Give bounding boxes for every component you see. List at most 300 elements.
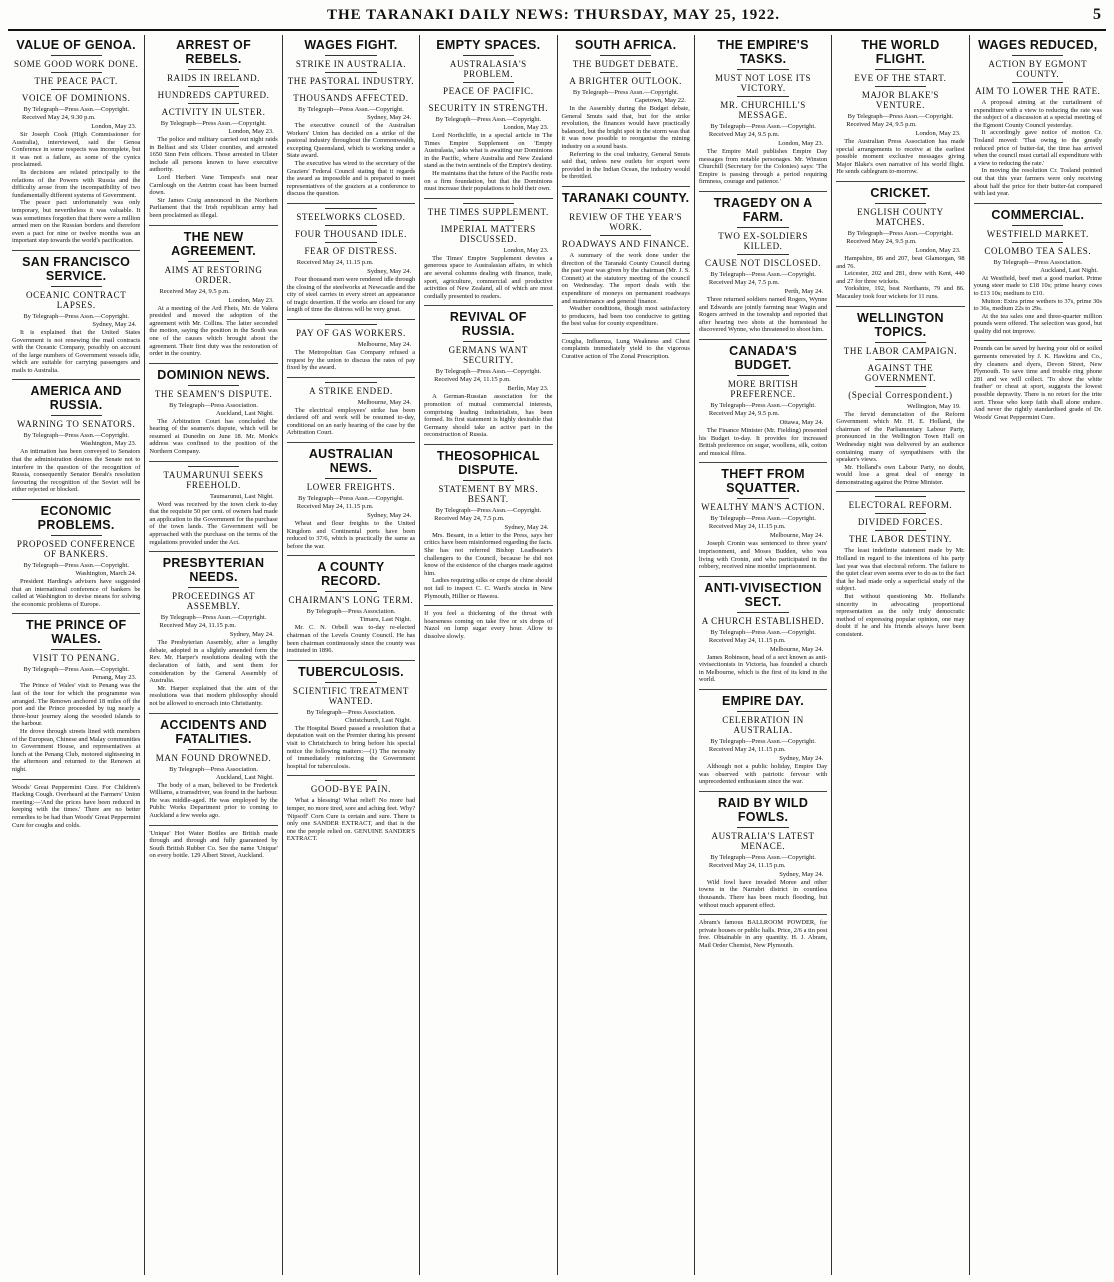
telegraph-credit: By Telegraph—Press Assn.—Copyright. <box>435 368 542 376</box>
article-body <box>836 138 964 176</box>
received-time: Received May 24, 9.5 p.m. <box>846 121 917 128</box>
subhead-rule <box>463 99 514 100</box>
article-subhead: AUSTRALIA'S LATEST MENACE. <box>711 830 815 851</box>
article-paragraph: Mutton: Extra prime wethers to 37s, prime 30s to 36s, medium 22s to 29s. <box>973 297 1102 313</box>
article-paragraph: Sir Joseph Cook (High Commissioner for Australia), interviewed, said the Genoa Conference in some respects was incomplete, but it was not a failure, as some of the cynics proclaimed. <box>12 131 141 169</box>
article-body <box>699 148 827 186</box>
article-headline: WELLINGTON TOPICS. <box>857 310 944 339</box>
subhead-rule <box>1012 242 1063 243</box>
article-headline: THE EMPIRE'S TASKS. <box>717 38 809 66</box>
article-subhead: PEACE OF PACIFIC. <box>442 86 534 96</box>
article-body <box>149 136 277 220</box>
article-headline: TRAGEDY ON A FARM. <box>713 195 813 224</box>
telegraph-credit: By Telegraph—Press Assn.—Copyright. <box>160 614 267 622</box>
article-subhead: TWO EX-SOLDIERS KILLED. <box>718 230 808 251</box>
subhead-rule <box>188 103 239 104</box>
article-paragraph: Yorkshire, 192, beat Northants, 79 and 86. Macauley took four wickets for 11 runs. <box>836 285 965 300</box>
newspaper-title: THE TARANAKI DAILY NEWS: THURSDAY, MAY 25, 1922. <box>326 7 781 23</box>
page-number: 5 <box>1093 6 1102 23</box>
article-divider <box>836 491 964 492</box>
advertisement: Woods' Great Peppermint Cure. For Children's Hacking Cough. Overheard at the Farmers' Union meeting:—'And the prices have been reduced in keeping with the times.' There are no better remedies to be had than Woods' Great Peppermint Cure for coughs and colds. <box>12 783 141 829</box>
article <box>974 38 1102 198</box>
received-time: Received May 24, 11.15 p.m. <box>708 746 786 754</box>
article-body <box>836 255 964 301</box>
article-body <box>149 639 277 707</box>
article-body <box>699 540 827 570</box>
article <box>12 499 140 608</box>
subhead-rule <box>325 478 376 479</box>
article-body <box>699 296 827 334</box>
telegraph-credit: By Telegraph—Press Assn.—Copyright. <box>710 628 816 636</box>
received-time: Received May 24, 11.15 p.m. <box>708 636 786 644</box>
article-subhead: MAN FOUND DROWNED. <box>155 752 272 763</box>
article-body <box>424 532 552 600</box>
article-divider <box>149 363 277 364</box>
subhead-rule <box>875 496 926 497</box>
advert-divider <box>12 779 140 780</box>
article-subhead: WESTFIELD MARKET. <box>986 228 1089 239</box>
subhead-rule <box>325 780 376 781</box>
column-1 <box>8 35 145 1275</box>
received-time: Received May 24, 9.5 p.m. <box>846 237 917 245</box>
article <box>836 38 964 176</box>
article-headline: TUBERCULOSIS. <box>297 664 404 679</box>
article-headline: A COUNTY RECORD. <box>317 560 385 589</box>
article-divider <box>287 203 415 204</box>
subhead-rule <box>875 86 926 87</box>
article-subhead: THOUSANDS AFFECTED. <box>293 93 409 103</box>
article <box>699 191 827 334</box>
column-4 <box>420 35 557 1275</box>
subhead-rule <box>737 96 788 97</box>
article-divider <box>12 379 140 380</box>
subhead-rule <box>188 385 239 386</box>
article-paragraph: Wheat and flour freights to the United Kingdom and Continental ports have been reduced to 37/6, which is practically the same as before the war. <box>286 520 416 550</box>
article-body <box>699 763 827 786</box>
article-divider <box>562 186 690 187</box>
article-body <box>699 654 827 684</box>
article-body <box>836 411 964 487</box>
article-body <box>287 624 415 654</box>
article-divider <box>424 444 552 445</box>
article <box>974 203 1102 336</box>
telegraph-credit: By Telegraph—Press Assn.—Copyright. <box>710 401 816 409</box>
article-headline: DOMINION NEWS. <box>157 367 270 382</box>
article <box>149 551 277 707</box>
article-headline: AUSTRALIAN NEWS. <box>308 447 394 476</box>
subhead-rule <box>325 682 376 683</box>
subhead-rule <box>1012 225 1063 226</box>
article-divider <box>699 689 827 690</box>
advert-divider <box>974 340 1102 341</box>
article-subhead: COLOMBO TEA SALES. <box>984 245 1092 256</box>
article-subhead: PROCEEDINGS AT ASSEMBLY. <box>171 591 256 612</box>
article-subhead: SCIENTIFIC TREATMENT WANTED. <box>292 685 409 706</box>
article <box>424 198 552 301</box>
subhead-rule <box>188 587 239 588</box>
article <box>287 775 415 843</box>
dateline: Perth, May 24. <box>784 287 824 295</box>
subhead-rule <box>737 227 788 228</box>
article-subhead: WEALTHY MAN'S ACTION. <box>701 502 825 513</box>
article-subhead: THE LABOR DESTINY. <box>848 534 952 545</box>
article-paragraph: The body of a man, believed to be Frederick Williams, a tramsdriver, was found in the harbour. He was middle-aged. He was employed by the Public Works Department prior to coming to Auckland a few weeks ago. <box>149 781 278 819</box>
article <box>699 38 827 186</box>
received-time: Received May 24, 11.15 p.m. <box>708 861 786 869</box>
article <box>699 689 827 786</box>
article-paragraph: He drove through streets lined with members of the European, Chinese and Malay communities to Government House, and representatives at lunch at the Penang Club, motored sightseeing in the afternoon and returned to the Renown at night. <box>12 727 141 773</box>
dateline: Melbourne, May 24. <box>357 398 412 406</box>
subhead-rule <box>737 375 788 376</box>
column-2 <box>145 35 282 1275</box>
article-paragraph: Three returned soldiers named Rogers, Wynne and Edwards are jointly farming near Wagin and Rogers arrived in the township and reported that after hearing two shots at the homestead he discovered Wynne, who threatened to shoot him. <box>698 295 828 334</box>
dateline: Sydney, May 24. <box>367 267 412 275</box>
advert-divider <box>424 605 552 606</box>
article-paragraph: The Empire Mail publishes Empire Day messages from notable personages. Mr. Winston Churchill (Secretary for the Colonies) says: 'The Empire is passing through a period requiring firmness, courage and patience.' <box>698 148 828 186</box>
article-divider <box>149 225 277 226</box>
article-headline: THEFT FROM SQUATTER. <box>721 467 805 496</box>
article-paragraph: He maintains that the future of the Pacific rests on a firm foundation, but that the Dominions must increase their populations to hold their own. <box>424 169 553 193</box>
subhead-rule <box>51 649 102 650</box>
subhead-rule <box>875 359 926 360</box>
article-subhead: CELEBRATION IN AUSTRALIA. <box>722 715 804 736</box>
article-body <box>12 578 140 608</box>
subhead-rule <box>1012 55 1063 56</box>
article-subhead: THE SEAMEN'S DISPUTE. <box>154 388 273 399</box>
article-body <box>836 547 964 638</box>
article <box>149 38 277 220</box>
dateline: London, May 23. <box>503 124 549 131</box>
received-time: Received May 24, 9.5 p.m. <box>708 409 780 417</box>
article-paragraph: The Prince of Wales' visit to Penang was the last of the tour for which the programme was arranged. The Renown anchored 18 miles off the port and the Prince proceeded by tug nearly a three-hour journey along the wooded islands to the harbour. <box>12 682 141 728</box>
telegraph-credit: By Telegraph—Press Assn.—Copyright. <box>23 312 129 320</box>
article-subhead: (Special Correspondent.) <box>848 389 953 400</box>
subhead-rule <box>188 466 239 467</box>
article-body <box>974 99 1102 198</box>
telegraph-credit: By Telegraph—Press Assn.—Copyright. <box>847 229 954 237</box>
dateline: London, May 23. <box>915 246 961 254</box>
article-divider <box>149 461 277 462</box>
article-paragraph: Lord Northcliffe, in a special article in The Times Empire Supplement on 'Empty Australasia,' asks what is awaiting our Dominions in the Pacific, where Australia and New Zealand stand as the twin sentinels of the Empire's destiny. <box>424 132 553 170</box>
article-divider <box>699 791 827 792</box>
article-subhead: SECURITY IN STRENGTH. <box>428 103 549 113</box>
article-paragraph: The executive council of the Australian Workers' Union has decided on a strike of the pastoral industry throughout the Commonwealth, excepting Queensland, which is working under a State award. <box>286 122 416 160</box>
dateline: Wellington, May 19. <box>906 402 961 410</box>
dateline: Melbourne, May 24. <box>769 645 824 653</box>
telegraph-credit: By Telegraph—Press Assn.—Copyright. <box>435 116 542 123</box>
advertisement: 'Unique' Hot Water Bottles are British made through and through and fully guaranteed by South British Rubber Co. See the name 'Unique' on every bottle. 129 Albert Street, Auckland. <box>149 829 278 860</box>
subhead-rule <box>463 480 514 481</box>
article-subhead: ELECTORAL REFORM. <box>848 500 953 511</box>
columns-container <box>8 35 1106 1275</box>
dateline: London, May 23. <box>228 296 274 304</box>
article-subhead: ENGLISH COUNTY MATCHES. <box>857 206 944 227</box>
dateline: Timaru, Last Night. <box>359 616 412 624</box>
subhead-rule <box>463 341 514 342</box>
article-paragraph: A summary of the work done under the direction of the Taranaki County Council during the past year was given by the chairman (Mr. J. S. Connett) at the statutory meeting of the council on Wednesday. The report deals with the expenditure of moneys on permanent roadways and maintenance and general finance. <box>561 251 690 305</box>
article-paragraph: It accordingly gave notice of motion Cr. Tosland moved: 'That owing to the greatly reduced price of butter-fat, the time has arrived when the council must curtail all expenditure with a view to reducing the rate.' <box>973 129 1102 167</box>
subhead-rule <box>875 69 926 70</box>
dateline: London, May 23. <box>915 130 961 137</box>
dateline: Washington, March 24. <box>75 570 137 578</box>
dateline: Penang, May 23. <box>92 674 137 682</box>
subhead-rule <box>600 55 651 56</box>
subhead-rule <box>600 235 651 236</box>
subhead-rule <box>325 208 376 209</box>
subhead-rule <box>325 89 376 90</box>
article-paragraph: At a meeting of the Ard Fheis, Mr. de Valera presided and moved the adoption of the agreement with Mr. Collins. The latter seconded the motion, saying the position in the South was one of the causes which brought about the agreement. Their first duty was the restoration of order in the country. <box>149 304 278 358</box>
article-subhead: MORE BRITISH PREFERENCE. <box>727 378 799 399</box>
article-divider <box>12 499 140 500</box>
dateline: Sydney, May 24. <box>779 755 824 763</box>
article-subhead: FEAR OF DISTRESS. <box>304 245 398 256</box>
article <box>287 38 415 198</box>
subhead-rule <box>51 286 102 287</box>
dateline: Washington, May 23. <box>80 440 137 448</box>
dateline: Auckland, Last Night. <box>215 409 274 417</box>
article-subhead: TAUMARUNUI SEEKS FREEHOLD. <box>163 469 264 490</box>
subhead-rule <box>875 513 926 514</box>
article-divider <box>424 198 552 199</box>
article-subhead: GOOD-BYE PAIN. <box>310 784 391 795</box>
subhead-rule <box>51 535 102 536</box>
dateline: Sydney, May 24. <box>779 870 824 878</box>
subhead-rule <box>325 382 376 383</box>
article-subhead: HUNDREDS CAPTURED. <box>157 90 270 100</box>
article-paragraph: The fervid denunciation of the Reform Government which Mr. H. E. Holland, the chairman of the Parliamentary Labour Party, pronounced in the Wellington Town Hall on Wednesday night was delivered by an audience containing many of sympathisers with the speaker's views. <box>836 410 965 464</box>
article-body <box>287 276 415 314</box>
article-subhead: GERMANS WANT SECURITY. <box>448 345 528 366</box>
article-headline: SAN FRANCISCO SERVICE. <box>22 254 131 283</box>
dateline: Sydney, May 24. <box>504 523 549 531</box>
article <box>287 442 415 550</box>
received-time: Received May 24, 11.15 p.m. <box>708 523 786 531</box>
article-divider <box>287 319 415 320</box>
article-paragraph: Four thousand men were rendered idle through the closing of the steelworks at Newcastle and the city of steel carries in every street an appearance of tragic desertion. If the works are closed for any length of time the distress will be very great. <box>286 275 416 314</box>
column-7 <box>832 35 969 1275</box>
article-divider <box>699 191 827 192</box>
advertisement: Abram's famous BALLROOM POWDER, for private houses or public halls. Price, 2/6 a tin post free. Obtainable in any quantity. H. J. Abram, Mail Order Chemist, New Plymouth. <box>698 919 828 949</box>
article-subhead: REVIEW OF THE YEAR'S WORK. <box>569 211 683 232</box>
article-paragraph: The peace pact unfortunately was only temporary, but nevertheless it was valuable. It was sometimes forgotten that there were a million armed men on the Russian borders and therefore even a pact for nine or twelve months was an important step towards the world's pacification. <box>12 199 141 245</box>
article-subhead: MAJOR BLAKE'S VENTURE. <box>861 90 940 110</box>
article-body <box>149 418 277 456</box>
article-subhead: A CHURCH ESTABLISHED. <box>701 615 825 626</box>
article-paragraph: Sir James Craig announced in the Northern Parliament that the Irish republican army had been proclaimed as illegal. <box>149 196 278 219</box>
article-divider <box>836 181 964 182</box>
received-time: Received May 24, 9.30 p.m. <box>22 114 96 121</box>
telegraph-credit: By Telegraph—Press Assn.—Copyright. <box>23 562 129 570</box>
dateline: Taumarunui, Last Night. <box>209 492 274 500</box>
article-headline: SOUTH AFRICA. <box>575 38 677 52</box>
subhead-rule <box>325 242 376 243</box>
article-divider <box>149 551 277 552</box>
article-paragraph: Its decisions are related principally to the relations of the Powers with Russia and the difficulty arose from the incompatibility of two fundamentally different systems of Government. <box>12 168 141 199</box>
article-headline: AMERICA AND RUSSIA. <box>30 384 122 413</box>
article-headline: WAGES FIGHT. <box>304 38 398 52</box>
received-time: Received May 24, 11.15 p.m. <box>296 503 374 511</box>
article-divider <box>287 555 415 556</box>
received-time: Received May 24, 9.5 p.m. <box>159 287 230 295</box>
article <box>562 38 690 181</box>
article-paragraph: At the tea sales one and three-quarter million pounds were offered. The selection was good, but quality did not improve. <box>973 312 1102 335</box>
article-subhead: VISIT TO PENANG. <box>32 653 120 664</box>
received-time: Received May 24, 7.5 p.m. <box>708 278 780 286</box>
telegraph-credit: By Telegraph—Press Assn.—Copyright. <box>160 120 267 127</box>
article-headline: PRESBYTERIAN NEEDS. <box>162 556 265 585</box>
article-subhead: THE PASTORAL INDUSTRY. <box>287 76 415 86</box>
subhead-rule <box>51 89 102 90</box>
subhead-rule <box>188 749 239 750</box>
article-divider <box>287 377 415 378</box>
article-divider <box>287 775 415 776</box>
subhead-rule <box>325 72 376 73</box>
subhead-rule <box>737 498 788 499</box>
article-headline: TARANAKI COUNTY. <box>561 190 690 205</box>
dateline: Melbourne, May 24. <box>769 532 824 540</box>
article-divider <box>699 339 827 340</box>
article-paragraph: In the Assembly during the Budget debate, General Smuts said that, but for the strike revolution, the finances would have practically balanced, but the bright spot in the storm was that it was now possible to reorganise the mining industry on a sound basis. <box>561 105 690 150</box>
article-paragraph: Joseph Cronin was sentenced to three years' imprisonment, and Moses Budden, who was living with Cronin, and who participated in the robbery, received nine months' imprisonment. <box>698 540 828 571</box>
dateline: Christchurch, Last Night. <box>345 716 412 724</box>
article-divider <box>424 305 552 306</box>
article-subhead: STEELWORKS CLOSED. <box>296 211 406 222</box>
article-paragraph: A proposal aiming at the curtailment of expenditure with a view to reducing the rate was the subject of a discussion at a special meeting of the Egmont County Council yesterday. <box>973 99 1102 129</box>
telegraph-credit: By Telegraph—Press Assn.—Copyright. <box>23 106 129 113</box>
article-body <box>287 520 415 550</box>
dateline: Auckland, Last Night. <box>215 773 274 781</box>
article-subhead: MR. CHURCHILL'S MESSAGE. <box>720 100 806 120</box>
article-subhead: PROPOSED CONFERENCE OF BANKERS. <box>16 539 136 560</box>
dateline: Berlin, May 23. <box>507 385 549 393</box>
article <box>149 363 277 456</box>
telegraph-credit: By Telegraph—Press Association. <box>306 608 396 616</box>
article-subhead: WARNING TO SENATORS. <box>17 419 136 430</box>
advert-divider <box>149 825 277 826</box>
article-subhead: STATEMENT BY MRS. BESANT. <box>438 483 539 504</box>
dateline: Sydney, May 24. <box>229 631 274 639</box>
article-subhead: THE BUDGET DEBATE. <box>572 59 679 69</box>
subhead-rule <box>875 203 926 204</box>
article-headline: VALUE OF GENOA. <box>16 38 136 52</box>
dateline: London, May 23. <box>778 140 824 147</box>
telegraph-credit: By Telegraph—Press Assn.—Copyright. <box>298 495 404 503</box>
article-paragraph: James Robinson, head of a sect known as anti-vivisectionists in Victoria, has founded a church in Melbourne, which is the first of its kind in the world. <box>698 653 828 684</box>
article-body <box>562 105 690 181</box>
dateline: Auckland, Last Night. <box>1040 266 1098 274</box>
article-subhead: CAUSE NOT DISCLOSED. <box>705 257 822 268</box>
subhead-rule <box>737 254 788 255</box>
received-time: Received May 24, 9.5 p.m. <box>708 131 780 138</box>
article-paragraph: It is explained that the United States Government is not renewing the mail contracts with the Oceanic Company, possibly on account of the large numbers of Government vessels idle, which are suitable for carrying passengers and mails to Australia. <box>12 328 141 374</box>
article-body <box>562 252 690 328</box>
article <box>424 38 552 193</box>
subhead-rule <box>463 203 514 204</box>
article-paragraph: The Presbyterian Assembly, after a lengthy debate, adopted in a slightly amended form the Rev. Mr. Harper's resolutions dealing with the declaration of faith, and sent them for consideration by the General Assembly of Australia. <box>149 639 278 685</box>
telegraph-credit: By Telegraph—Press Assn.—Copyright. <box>710 853 816 861</box>
article-subhead: FOUR THOUSAND IDLE. <box>294 228 407 239</box>
article-headline: THE NEW AGREEMENT. <box>171 229 257 258</box>
telegraph-credit: By Telegraph—Press Assn.—Copyright. <box>710 738 816 746</box>
masthead <box>8 4 1106 31</box>
article-paragraph: Mrs. Besant, in a letter to the Press, says her critics have been misinformed regarding the facts. She has not referred Bishop Leadbeater's challengers to the Council, because he did not know of the existence of the charges made against him. <box>424 531 553 577</box>
article-paragraph: What a blessing! What relief! No more bad temper, no more tired, sore and aching feet. Why? 'Nipsoff' Corn Cure is certain and sure. There is only one SANDER EXTRACT, and that is the one the people relied on. GENUINE SANDER'S EXTRACT. <box>286 797 416 843</box>
article-subhead: VOICE OF DOMINIONS. <box>21 93 131 103</box>
subhead-rule <box>600 72 651 73</box>
article-subhead: AGAINST THE GOVERNMENT. <box>864 362 937 383</box>
article-headline: THE WORLD FLIGHT. <box>861 38 940 66</box>
article <box>287 660 415 771</box>
article <box>287 377 415 437</box>
subhead-rule <box>325 55 376 56</box>
article-paragraph: In moving the resolution Cr. Tosland pointed out that this year farmers were only receiving about half the price for their butter-fat compared with last year. <box>973 167 1102 198</box>
article-body <box>424 393 552 439</box>
subhead-rule <box>51 55 102 56</box>
subhead-rule <box>325 591 376 592</box>
article-divider <box>12 250 140 251</box>
subhead-rule <box>325 324 376 325</box>
article <box>836 181 964 301</box>
article-paragraph: The Hospital Board passed a resolution that a deputation wait on the Premier during his present visit to Christchurch to bring before his special notice the following matters:—(1) The necessity of immediately reinforcing the Government hospital for tuberculosis. <box>286 724 416 770</box>
column-3 <box>283 35 420 1275</box>
subhead-rule <box>51 72 102 73</box>
article-subhead: PAY OF GAS WORKERS. <box>296 327 406 338</box>
article-subhead: THE TIMES SUPPLEMENT. <box>427 206 549 217</box>
article-divider <box>287 660 415 661</box>
telegraph-credit: By Telegraph—Press Assn.—Copyright. <box>298 106 404 113</box>
article-paragraph: An intimation has been conveyed to Senators that the administration desires the Senate not to interfere in the question of the recognition of Russia, consequently Senator Borah's resolution favouring the recognition of the Soviet will be either rejected or blocked. <box>12 448 141 494</box>
article-paragraph: The electrical employees' strike has been declared off and work will be resumed to-day, conditional on an early hearing of the case by the Arbitration Court. <box>286 406 416 437</box>
article-body <box>12 131 140 245</box>
article-subhead: ROADWAYS AND FINANCE. <box>561 238 690 249</box>
article-paragraph: The least indefinite statement made by Mr. Holland in regard to the intentions of his party last year was that electoral reform. The failure to the quiet clear even seems ever to do as to the fact that he had made only a superficial study of the subject. <box>836 547 965 593</box>
column-5 <box>558 35 695 1275</box>
article-subhead: ACTION BY EGMONT COUNTY. <box>988 59 1088 79</box>
article-paragraph: The Australian Press Association has made special arrangements to receive at the earliest possible moment exclusive messages giving Major Blake's own narrative of his world flight. He sends cablegram to-morrow. <box>836 138 965 176</box>
dateline: Melbourne, May 24. <box>357 340 412 348</box>
article-subhead: MUST NOT LOSE ITS VICTORY. <box>714 73 812 93</box>
article-headline: ECONOMIC PROBLEMS. <box>37 504 115 533</box>
dateline: London, May 23. <box>503 246 549 254</box>
article-paragraph: The Times' Empire Supplement devotes a generous space to Australasian affairs, in which are several columns dealing with finance, trade, sport, agriculture, commercial and productive activities of New Zealand, all of which are most cordially presented to readers. <box>424 254 553 300</box>
telegraph-credit: By Telegraph—Press Assn.—Copyright. <box>23 666 129 674</box>
dateline: London, May 23. <box>228 128 274 135</box>
article <box>149 461 277 547</box>
article-paragraph: Referring to the coal industry, General Smuts said that, unless new outlets for export were provided in the Indian Ocean, the industry would be throttled. <box>561 150 690 181</box>
article <box>562 186 690 328</box>
telegraph-credit: By Telegraph—Press Assn.—Copyright. <box>435 506 542 514</box>
article-subhead: EVE OF THE START. <box>854 73 947 83</box>
article-subhead: DIVIDED FORCES. <box>857 517 943 528</box>
article-paragraph: Wild fowl have invaded Moree and other towns in the Narrabri district in countless thousands. There has been much flooding, but without much apparent effect. <box>698 878 828 909</box>
article <box>699 791 827 909</box>
article <box>836 491 964 638</box>
article <box>287 319 415 372</box>
article-paragraph: Leicester, 202 and 281, drew with Kent, 440 and 27 for three wickets. <box>836 270 965 285</box>
article-headline: THE PRINCE OF WALES. <box>25 618 127 647</box>
article-body <box>149 782 277 820</box>
article-body <box>424 132 552 193</box>
article-divider <box>974 203 1102 204</box>
article-divider <box>699 462 827 463</box>
column-8 <box>970 35 1106 1275</box>
article-headline: EMPTY SPACES. <box>436 38 541 52</box>
telegraph-credit: By Telegraph—Press Assn.—Copyright. <box>847 113 954 120</box>
subhead-rule <box>875 386 926 387</box>
article-body <box>287 349 415 372</box>
received-time: Received May 24, 7.5 p.m. <box>434 514 505 522</box>
telegraph-credit: By Telegraph—Press Assn.—Copyright. <box>572 89 679 96</box>
